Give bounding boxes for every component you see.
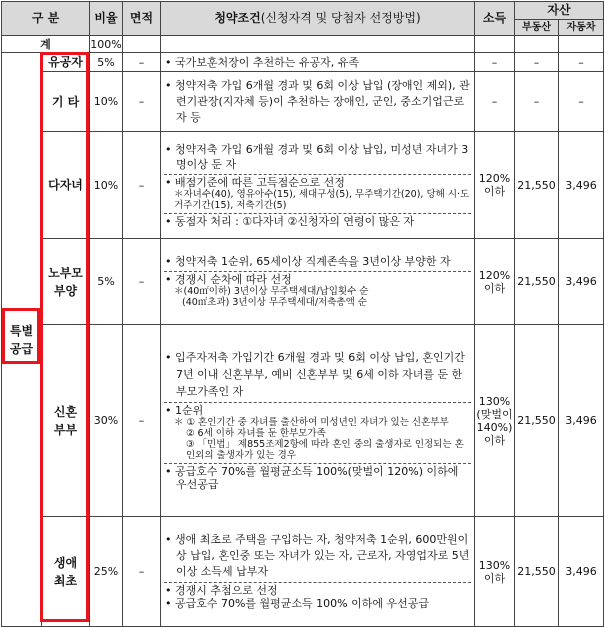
header-real-estate: 부동산	[515, 20, 559, 36]
income-cell: 120% 이하	[475, 239, 515, 325]
condition-note: ③ 「민법」 제855조제2항에 따라 혼인 중의 출생자로 인정되는 혼인외의 출생자가 있는 경우	[186, 439, 464, 461]
row-label: 유공자	[42, 53, 90, 72]
header-ratio: 비율	[90, 2, 123, 36]
car-cell: –	[559, 53, 604, 72]
conditions-cell	[161, 132, 475, 239]
ratio-cell: 30%	[90, 325, 123, 517]
condition-line: • 경쟁시 추첨으로 선정	[165, 584, 278, 597]
row-label: 다자녀	[42, 132, 90, 239]
car-cell: 3,496	[559, 325, 604, 517]
conditions-cell	[161, 325, 475, 517]
conditions-cell	[161, 72, 475, 132]
row-label: 신혼 부부	[42, 325, 90, 517]
area-cell: –	[123, 53, 161, 72]
area-cell: –	[123, 239, 161, 325]
area-cell: –	[123, 132, 161, 239]
ratio-cell: 5%	[90, 53, 123, 72]
group-label: 특별 공급	[2, 53, 42, 627]
condition-line: • 경쟁시 순차에 따라 선정	[165, 273, 292, 286]
supply-table	[1, 1, 604, 627]
area-cell: –	[123, 72, 161, 132]
row-label: 기 타	[42, 72, 90, 132]
condition-line: • 공급호수 70%를 월평균소득 100% 이하에 우선공급	[165, 597, 430, 610]
total-label: 계	[2, 36, 90, 53]
income-cell: 120% 이하	[475, 132, 515, 239]
real-estate-cell: 21,550	[515, 517, 559, 627]
car-cell: 3,496	[559, 239, 604, 325]
car-cell: 3,496	[559, 132, 604, 239]
condition-line: • 배점기준에 따른 고득점순으로 선정	[165, 175, 345, 189]
header-car: 자동차	[559, 20, 604, 36]
car-cell: –	[559, 72, 604, 132]
ratio-cell: 25%	[90, 517, 123, 627]
real-estate-cell: 21,550	[515, 325, 559, 517]
condition-note: ＊ ① 혼인기간 중 자녀를 출산하여 미성년인 자녀가 있는 신혼부부	[174, 417, 449, 428]
condition-note: (40㎡초과) 3년이상 무주택세대/저축총액 순	[182, 297, 367, 308]
conditions-cell	[161, 53, 475, 72]
condition-line: • 동점자 처리 : ①다자녀 ②신청자의 연령이 많은 자	[165, 214, 415, 228]
income-cell: 130% 이하	[475, 517, 515, 627]
car-cell: 3,496	[559, 517, 604, 627]
header-income: 소득	[475, 2, 515, 36]
ratio-cell: 10%	[90, 72, 123, 132]
condition-line: • 국가보훈처장이 추천하는 유공자, 유족	[165, 55, 359, 69]
conditions-cell	[161, 239, 475, 325]
conditions-cell	[161, 517, 475, 627]
condition-line: • 1순위	[165, 404, 204, 417]
condition-note: ＊(40㎡이하) 3년이상 무주택세대/납입횟수 순	[174, 286, 369, 297]
real-estate-cell: 21,550	[515, 239, 559, 325]
condition-line: • 입주자저축 가입기간 6개월 경과 및 6회 이상 납입, 혼인기간 7년 이내 신혼부부, 예비 신혼부부 및 6세 이하 자녀를 둔 한부모가족인 자	[165, 351, 465, 398]
total-ratio: 100%	[90, 37, 122, 51]
ratio-cell: 10%	[90, 132, 123, 239]
real-estate-cell: 21,550	[515, 132, 559, 239]
income-cell: –	[475, 53, 515, 72]
header-conditions: 청약조건(신청자격 및 당첨자 선정방법)	[161, 2, 475, 36]
row-label: 노부모 부양	[42, 239, 90, 325]
header-assets: 자산	[515, 2, 604, 20]
condition-line: • 청약저축 1순위, 65세이상 직계존속을 3년이상 부양한 자	[165, 255, 451, 268]
area-cell: –	[123, 325, 161, 517]
row-label: 생애 최초	[42, 517, 90, 627]
condition-line: • 생애 최초로 주택을 구입하는 자, 청약저축 1순위, 600만원이상 납입, 혼인중 또는 자녀가 있는 자, 근로자, 자영업자로 5년이상 소득세 납부자	[165, 533, 470, 578]
header-area: 면적	[123, 2, 161, 36]
condition-line: • 청약저축 가입 6개월 경과 및 6회 이상 납입 (장애인 제외), 관련기관장(지자체 등)이 추천하는 장애인, 군인, 중소기업근로자 등	[165, 78, 470, 124]
real-estate-cell: –	[515, 72, 559, 132]
condition-note: ② 6세 이하 자녀를 둔 한부모가족	[186, 428, 326, 439]
ratio-cell: 5%	[90, 239, 123, 325]
condition-line: • 공급호수 70%를 월평균소득 100%(맞벌이 120%) 이하에 우선공급	[165, 465, 459, 491]
header-category: 구 분	[2, 2, 90, 36]
area-cell: –	[123, 517, 161, 627]
real-estate-cell: –	[515, 53, 559, 72]
income-cell: –	[475, 72, 515, 132]
condition-line: • 청약저축 가입 6개월 경과 및 6회 이상 납입, 미성년 자녀가 3명이상 둔 자	[165, 142, 469, 171]
income-cell: 130% (맞벌이 140%) 이하	[475, 325, 515, 517]
condition-note: ＊자녀수(40), 영유아수(15), 세대구성(5), 무주택기간(20), 당해 시·도 거주기간(15), 저축기간(5)	[174, 188, 470, 211]
